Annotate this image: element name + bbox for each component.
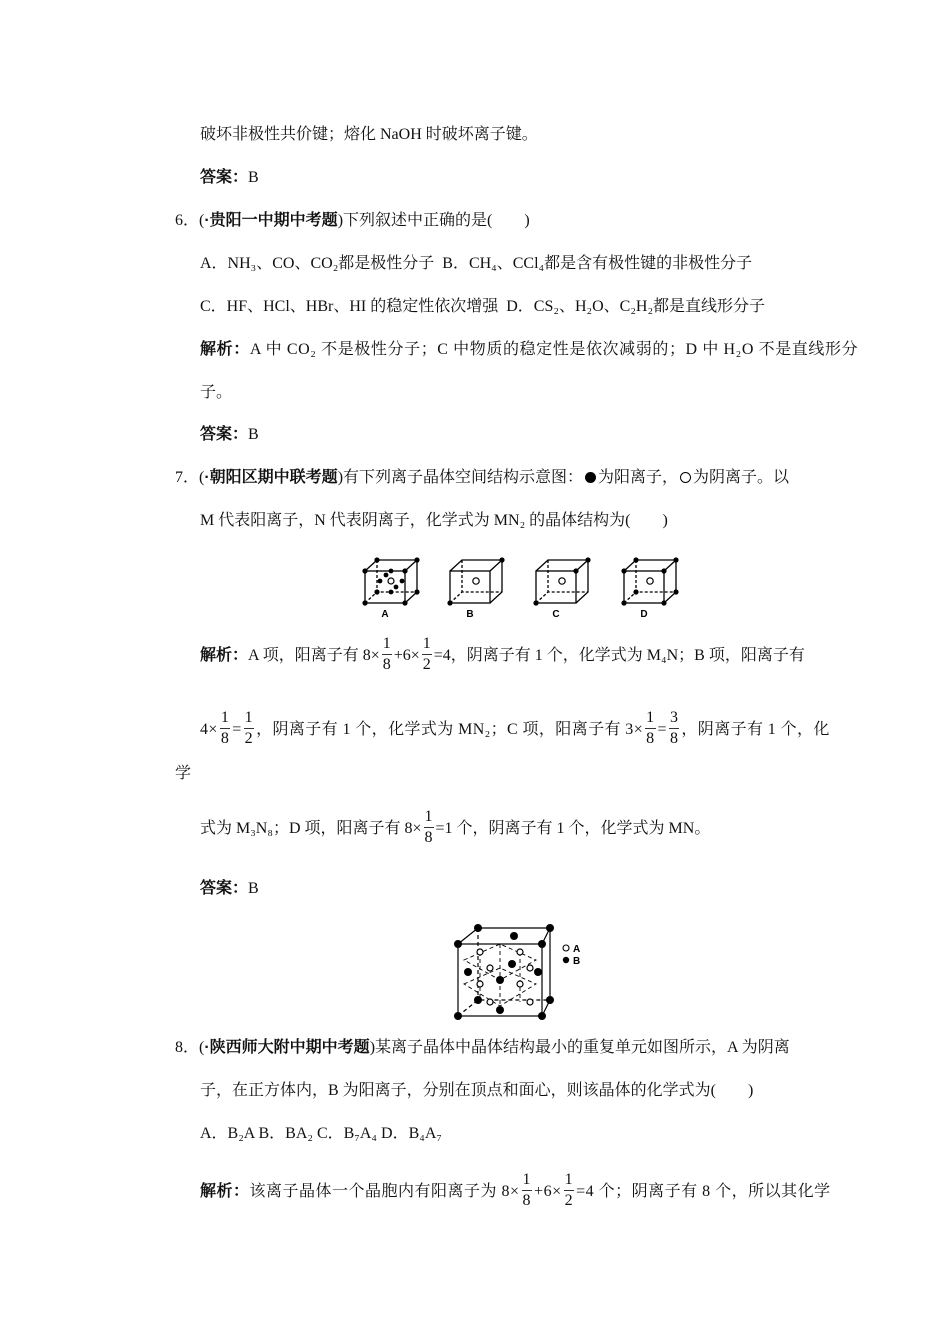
analysis-label: 解析：: [200, 1183, 250, 1200]
figure-label-a: A: [381, 609, 389, 620]
q8-crystal-figure: [450, 922, 600, 1022]
q8-analysis-text: 该离子晶体一个晶胞内有阳离子为 8×: [249, 1183, 520, 1200]
fraction-numerator: 3: [669, 708, 679, 729]
q7-analysis-text: ，阴离子有 1 个，化学式为 MN₂；C 项，阳离子有 3×: [256, 721, 644, 738]
fraction-denominator: 8: [646, 729, 655, 747]
q6-stem-text: )下列叙述中正确的是( ): [337, 212, 530, 229]
q6-answer: [200, 425, 259, 445]
fraction-numerator: 1: [244, 708, 254, 729]
q7-analysis-text: A 项，阳离子有 8×: [248, 647, 380, 664]
q7-analysis-text: ，阴离子有 1 个，化: [681, 721, 830, 738]
fraction-denominator: 8: [669, 729, 679, 747]
q6-options-cd: [200, 297, 765, 317]
q7-analysis-text: =1 个，阴离子有 1 个，化学式为 MN。: [435, 820, 711, 837]
fraction-1-2: [244, 708, 254, 749]
q7-analysis-line2: [200, 708, 830, 752]
fraction-numerator: 1: [382, 634, 392, 655]
q7-analysis-line1: [200, 634, 805, 678]
analysis-label: 解析：: [200, 341, 250, 358]
answer-value: B: [248, 880, 259, 897]
q8-stem-line2: 子，在正方体内，B 为阳离子，分别在顶点和面心，则该晶体的化学式为( ): [200, 1082, 754, 1099]
q7-analysis-line3: 学: [175, 765, 192, 782]
answer-value: B: [248, 169, 259, 186]
fraction-denominator: 8: [220, 729, 230, 747]
q6-options-ab: [200, 254, 752, 274]
q6-analysis-line1: [200, 340, 858, 360]
fraction-3-8: [669, 708, 679, 749]
q7-stem-c: 为阴离子。以: [693, 469, 790, 486]
q7-analysis-text: 式为 M₃N₈；D 项，阳离子有 8×: [200, 820, 422, 837]
fraction-denominator: 8: [382, 655, 391, 673]
q8-source: ·陕西师大附中期中考题: [204, 1039, 370, 1056]
legend-b: B: [573, 956, 581, 967]
fraction-1-8: [522, 1170, 533, 1211]
answer-label: 答案：: [200, 426, 249, 443]
fraction-denominator: 8: [424, 828, 433, 846]
answer-label: 答案：: [200, 169, 249, 186]
q8-options: A．B₂A B．BA₂ C．B₇A₄ D．B₄A₇: [200, 1125, 442, 1142]
q7-analysis-text: +6×: [393, 647, 420, 664]
q6-option-d: D．CS₂、H₂O、C₂H₂都是直线形分子: [506, 298, 766, 315]
answer-value: B: [248, 426, 259, 443]
fraction-numerator: 1: [522, 1170, 533, 1191]
fraction-1-8: [382, 634, 392, 675]
intro-line: 破坏非极性共价键；熔化 NaOH 时破坏离子键。: [200, 126, 538, 143]
q7-analysis-text: 4×: [200, 721, 218, 738]
fraction-1-8: [220, 708, 230, 749]
fraction-numerator: 1: [424, 807, 434, 828]
figure-label-b: B: [466, 609, 474, 620]
q6-option-c: C．HF、HCl、HBr、HI 的稳定性依次增强: [200, 298, 499, 315]
q7-analysis-line4: [200, 807, 710, 851]
q6-number: 6．(: [175, 212, 205, 229]
q6-option-a: A．NH₃、CO、CO₂都是极性分子: [200, 255, 435, 272]
fraction-1-2: [564, 1170, 575, 1211]
fraction-denominator: 2: [422, 655, 431, 673]
legend-a: A: [573, 944, 581, 955]
q8-analysis: [200, 1170, 831, 1214]
fraction-numerator: 1: [422, 634, 432, 655]
q7-analysis-text: =4，阴离子有 1 个，化学式为 M₄N；B 项，阳离子有: [433, 647, 805, 664]
q8-number: 8．(: [175, 1039, 205, 1056]
figure-label-c: C: [552, 609, 560, 620]
fraction-denominator: 2: [244, 729, 254, 747]
q7-source: ·朝阳区期中联考题: [204, 469, 338, 486]
q6-source: ·贵阳一中期中考题: [204, 212, 338, 229]
analysis-label: 解析：: [200, 647, 249, 664]
q7-analysis-text: =: [657, 721, 667, 738]
fraction-1-8: [424, 807, 434, 848]
q7-crystal-figure: [360, 555, 690, 621]
figure-label-d: D: [640, 609, 648, 620]
q7-stem-a: )有下列离子晶体空间结构示意图：: [337, 469, 584, 486]
q6-option-b: B．CH₄、CCl₄都是含有极性键的非极性分子: [442, 255, 753, 272]
filled-circle-icon: [585, 472, 596, 483]
fraction-1-8: [645, 708, 655, 749]
fraction-numerator: 1: [220, 708, 230, 729]
q7-analysis-text: =: [232, 721, 242, 738]
fraction-1-2: [422, 634, 432, 675]
q8-analysis-text: =4 个；阴离子有 8 个，所以其化学: [576, 1183, 831, 1200]
fraction-numerator: 1: [645, 708, 655, 729]
q8-stem: [175, 1038, 790, 1058]
q7-stem: [175, 468, 789, 488]
q8-stem-text: )某离子晶体中晶体结构最小的重复单元如图所示，A 为阴离: [369, 1039, 790, 1056]
answer-label: 答案：: [200, 880, 249, 897]
q7-answer: [200, 879, 259, 899]
q7-stem-b: 为阳离子，: [598, 469, 679, 486]
q7-stem-line2: M 代表阳离子，N 代表阴离子，化学式为 MN₂ 的晶体结构为( ): [200, 512, 668, 529]
q6-analysis-text: A 中 CO₂ 不是极性分子；C 中物质的稳定性是依次减弱的；D 中 H₂O 不是直线形分: [249, 341, 859, 358]
q7-number: 7．(: [175, 469, 205, 486]
open-circle-icon: [680, 472, 691, 483]
fraction-numerator: 1: [564, 1170, 575, 1191]
q8-analysis-text: +6×: [534, 1183, 562, 1200]
q6-analysis-line2: 子。: [200, 384, 233, 401]
fraction-denominator: 2: [564, 1191, 574, 1209]
q5-answer: [200, 168, 259, 188]
fraction-denominator: 8: [522, 1191, 532, 1209]
q6-stem: [175, 211, 530, 231]
